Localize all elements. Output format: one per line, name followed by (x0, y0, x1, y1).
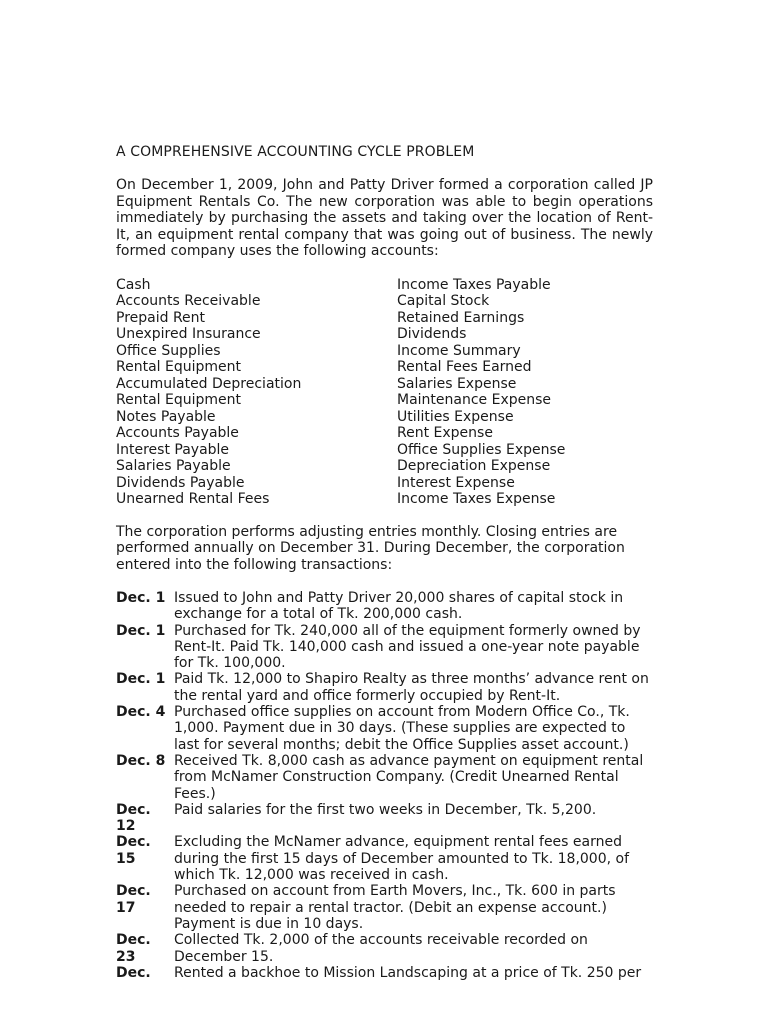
account-item: Unexpired Insurance (116, 326, 261, 342)
transaction-date: Dec. 4 (116, 704, 166, 721)
transaction-text: Purchased for Tk. 240,000 all of the equipment formerly owned by Rent-It. Paid Tk. 140,000 cash and issued a one-year note payable for Tk. 100,000. (174, 622, 641, 672)
transaction-text: Paid salaries for the first two weeks in December, Tk. 5,200. (174, 801, 597, 818)
account-item: Salaries Expense (397, 375, 517, 392)
transaction-date: Dec. 1 (116, 622, 166, 639)
transaction-row (116, 590, 653, 623)
intro-paragraph: On December 1, 2009, John and Patty Driver formed a corporation called JP Equipment Rentals Co. The new corporation was able to begin operations immediately by purchasing the assets and taking over the location of Rent-It, an equipment rental company that was going out of business. The newly formed company uses the following accounts: (116, 177, 653, 259)
transaction-date: Dec. 17 (116, 883, 151, 916)
account-item: Income Summary (397, 342, 521, 359)
account-item: Depreciation Expense (397, 458, 551, 474)
account-item: Interest Expense (397, 474, 515, 491)
transaction-row (116, 834, 653, 883)
account-item: Unearned Rental Fees (116, 491, 270, 507)
account-item: Maintenance Expense (397, 392, 552, 408)
account-item: Notes Payable (116, 408, 216, 425)
transaction-date: Dec. 1 (116, 671, 166, 688)
accounts-column-right (397, 277, 565, 508)
transaction-text: Received Tk. 8,000 cash as advance payment on equipment rental from McNamer Construction Company. (Credit Unearned Rental Fees.) (174, 752, 644, 802)
transaction-row (116, 965, 653, 981)
transaction-text: Purchased office supplies on account from Modern Office Co., Tk. 1,000. Payment due in 30 days. (These supplies are expected to last for several months; debit the Office Supplies asset account.) (174, 704, 630, 753)
account-item: Utilities Expense (397, 408, 514, 425)
account-item: Income Taxes Expense (397, 491, 556, 507)
account-item: Rent Expense (397, 425, 493, 441)
account-item: Capital Stock (397, 293, 490, 309)
transaction-date: Dec. (116, 964, 151, 981)
transaction-text: Paid Tk. 12,000 to Shapiro Realty as three months’ advance rent on the rental yard and office formerly occupied by Rent-It. (174, 671, 649, 704)
accounts-column-left (116, 277, 397, 508)
procedure-paragraph: The corporation performs adjusting entries monthly. Closing entries are performed annually on December 31. During December, the corporation entered into the following transactions: (116, 523, 625, 573)
account-item: Interest Payable (116, 441, 230, 458)
transaction-text: Excluding the McNamer advance, equipment rental fees earned during the first 15 days of December amounted to Tk. 18,000, of which Tk. 12,000 was received in cash. (174, 834, 630, 884)
account-item: Prepaid Rent (116, 309, 206, 326)
account-item: Dividends (397, 326, 467, 342)
account-item: Retained Earnings (397, 309, 525, 326)
transaction-row (116, 753, 653, 802)
account-item: Rental Fees Earned (397, 359, 532, 375)
account-item: Rental Equipment (116, 392, 241, 408)
account-item: Cash (116, 276, 151, 293)
account-item: Accounts Payable (116, 425, 239, 441)
transaction-date: Dec. 12 (116, 801, 151, 835)
transaction-date: Dec. 23 (116, 932, 151, 965)
transaction-date: Dec. 1 (116, 590, 166, 606)
document-title: A COMPREHENSIVE ACCOUNTING CYCLE PROBLEM (116, 144, 475, 160)
transaction-date: Dec. 8 (116, 752, 166, 769)
account-item: Income Taxes Payable (397, 276, 551, 293)
transaction-row (116, 932, 653, 965)
document-page (116, 143, 653, 981)
transaction-row (116, 623, 653, 672)
transaction-text: Purchased on account from Earth Movers, Inc., Tk. 600 in parts needed to repair a rental tractor. (Debit an expense account.) Payment is due in 10 days. (174, 883, 616, 932)
account-item: Accounts Receivable (116, 293, 261, 309)
accounts-list (116, 277, 653, 508)
account-item: Salaries Payable (116, 458, 231, 474)
account-item: Office Supplies (116, 342, 221, 359)
transaction-text: Rented a backhoe to Mission Landscaping at a price of Tk. 250 per (174, 964, 642, 981)
transaction-date: Dec. 15 (116, 834, 151, 867)
transaction-text: Issued to John and Patty Driver 20,000 shares of capital stock in exchange for a total of Tk. 200,000 cash. (174, 590, 624, 623)
transaction-row (116, 704, 653, 753)
transaction-row (116, 883, 653, 932)
transaction-text: Collected Tk. 2,000 of the accounts receivable recorded on December 15. (174, 932, 588, 965)
account-item: Rental Equipment (116, 359, 241, 375)
account-item: Office Supplies Expense (397, 441, 566, 458)
transaction-row (116, 802, 653, 835)
transactions-list (116, 590, 653, 981)
account-item: Accumulated Depreciation (116, 375, 302, 392)
account-item: Dividends Payable (116, 474, 245, 491)
transaction-row (116, 671, 653, 704)
